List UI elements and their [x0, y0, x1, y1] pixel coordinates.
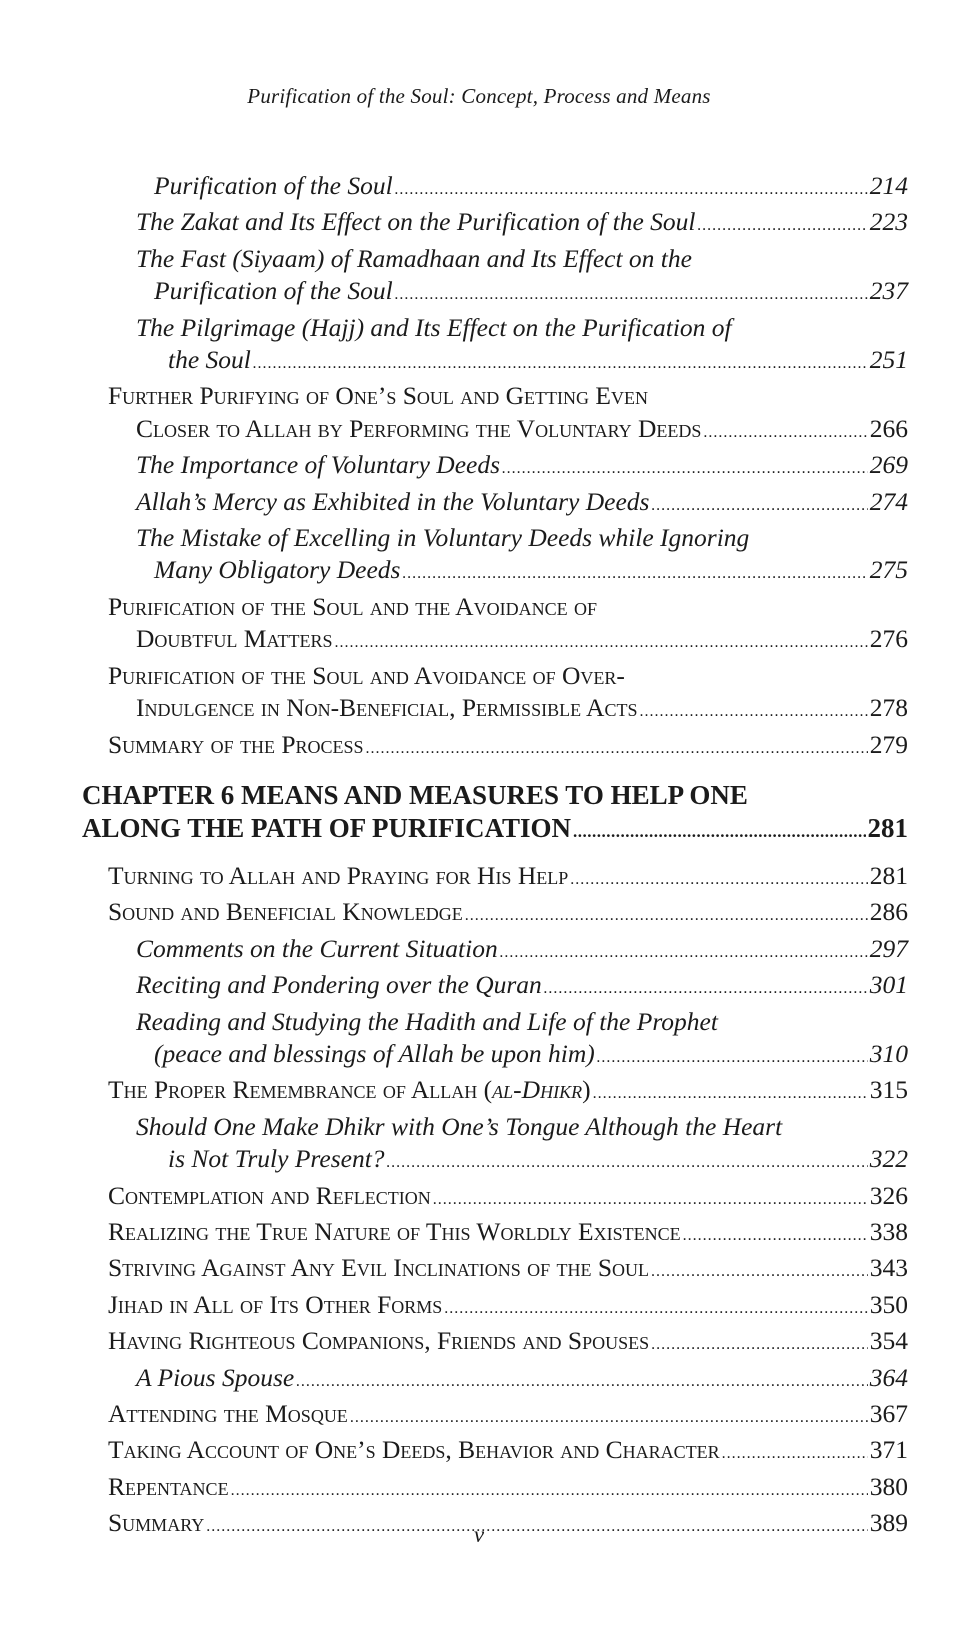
toc-entry-page: 237 [869, 276, 908, 306]
toc-section-title-line1[interactable]: Further Purifying of One’s Soul and Getting Even [108, 381, 648, 411]
dot-leader [573, 815, 865, 848]
toc-section-entry[interactable] [108, 1434, 908, 1470]
toc-entry-title-line1[interactable]: The Pilgrimage (Hajj) and Its Effect on the Purification of [136, 312, 732, 342]
toc-section-title: Jihad in All of Its Other Forms [108, 1289, 443, 1319]
toc-entry-page: 281 [869, 860, 908, 890]
dot-leader [444, 1293, 867, 1325]
toc-section-title-line2: Doubtful Matters [136, 624, 333, 654]
toc-entry[interactable] [108, 1038, 908, 1074]
toc-entry-page: 223 [869, 207, 908, 237]
toc-entry[interactable] [108, 933, 908, 969]
toc-section-entry[interactable] [108, 692, 908, 728]
toc-section-entry[interactable] [108, 1325, 908, 1361]
toc-entry-page: 343 [869, 1253, 908, 1283]
toc-section-entry[interactable] [108, 729, 908, 765]
toc-section-entry[interactable] [108, 413, 908, 449]
toc-section-title-line1[interactable]: Purification of the Soul and Avoidance of Over- [108, 660, 625, 690]
chapter-title-line2: ALONG THE PATH OF PURIFICATION [82, 812, 572, 843]
toc-entry-page: 310 [869, 1038, 908, 1068]
toc-entry-page: 380 [869, 1471, 908, 1501]
dot-leader [395, 174, 868, 206]
dot-leader [593, 1078, 868, 1110]
toc-entry-page: 301 [869, 970, 908, 1000]
toc-entry-page: 326 [869, 1180, 908, 1210]
toc-entry[interactable] [108, 1362, 908, 1398]
toc-entry-page: 322 [869, 1144, 908, 1174]
running-head: Purification of the Soul: Concept, Process and Means [247, 84, 711, 108]
toc-entry-title: The Zakat and Its Effect on the Purification of the Soul [136, 207, 696, 237]
toc-entry-title-line2: Purification of the Soul [154, 276, 393, 306]
toc-section-title-line1[interactable]: Purification of the Soul and the Avoidance of [108, 591, 597, 621]
dot-leader [500, 937, 868, 969]
chapter-entry [82, 812, 908, 848]
toc-section-title: Sound and Beneficial Knowledge [108, 897, 463, 927]
toc-entry-page: 214 [869, 171, 908, 200]
toc-section-title-pre: The Proper Remembrance of Allah ( [108, 1075, 493, 1105]
toc-entry-page: 297 [869, 933, 908, 963]
toc-entry-title-line1[interactable]: Reading and Studying the Hadith and Life of the Prophet [136, 1006, 718, 1036]
dot-leader [350, 1402, 868, 1434]
chapter-heading[interactable] [82, 779, 908, 848]
chapter-page: 281 [867, 812, 908, 843]
toc-entry-title-line2: Many Obligatory Deeds [154, 555, 401, 585]
toc-entry-title: Comments on the Current Situation [136, 933, 498, 963]
toc-section-entry[interactable] [108, 1398, 908, 1434]
toc-entry-page: 286 [869, 897, 908, 927]
dot-leader [597, 1042, 868, 1074]
toc-entry-title: The Importance of Voluntary Deeds [136, 450, 501, 480]
dot-leader [296, 1366, 868, 1398]
toc-section-title: Contemplation and Reflection [108, 1180, 431, 1210]
toc-entry-page: 371 [869, 1435, 908, 1465]
toc-section-entry[interactable] [108, 623, 908, 659]
toc-section-title-line2: Indulgence in Non-Beneficial, Permissible Acts [136, 693, 638, 723]
toc-section-title-post: ) [582, 1075, 591, 1105]
toc-entry[interactable] [108, 486, 908, 522]
toc-section-entry[interactable] [108, 1252, 908, 1288]
toc-entry-page: 275 [869, 555, 908, 585]
dot-leader [683, 1220, 868, 1252]
toc-entry-title-line1[interactable]: The Fast (Siyaam) of Ramadhaan and Its Effect on the [136, 243, 692, 273]
toc-section-entry[interactable] [108, 1471, 908, 1507]
dot-leader [366, 733, 868, 765]
dot-leader [570, 864, 868, 896]
dot-leader [387, 1147, 868, 1179]
toc-entry-page: 364 [869, 1362, 908, 1392]
toc-section-title: Summary of the Process [108, 729, 364, 759]
toc-section-title [108, 1074, 591, 1106]
toc-entry[interactable] [108, 170, 908, 206]
toc-entry-title: Allah’s Mercy as Exhibited in the Voluntary Deeds [136, 486, 650, 516]
dot-leader [703, 417, 867, 449]
toc-section-entry[interactable] [108, 1074, 908, 1110]
toc-entry[interactable] [108, 1143, 908, 1179]
toc-entry-title: Purification of the Soul [154, 171, 393, 200]
dot-leader [253, 348, 868, 380]
toc-entry-page: 279 [869, 729, 908, 759]
chapter-title-line1: CHAPTER 6 MEANS AND MEASURES TO HELP ONE [82, 779, 748, 810]
toc-entry-page: 354 [869, 1326, 908, 1356]
toc-entry-title: Reciting and Pondering over the Quran [136, 970, 542, 1000]
toc-entry-page: 276 [869, 624, 908, 654]
toc-entry[interactable] [108, 275, 908, 311]
toc-entry-page: 315 [869, 1075, 908, 1105]
toc-section-title: Having Righteous Companions, Friends and Spouses [108, 1326, 650, 1356]
toc-entry-title-line2: (peace and blessings of Allah be upon him) [154, 1038, 595, 1068]
toc-entry[interactable] [108, 554, 908, 590]
toc-section-entry[interactable] [108, 896, 908, 932]
dot-leader [433, 1184, 868, 1216]
toc-section-title-line2: Closer to Allah by Performing the Voluntary Deeds [136, 413, 702, 443]
toc-entry-page: 338 [869, 1216, 908, 1246]
toc-section-entry[interactable] [108, 860, 908, 896]
toc-entry-page: 350 [869, 1289, 908, 1319]
toc-entry-title-line2: the Soul [168, 345, 251, 375]
dot-leader [334, 627, 867, 659]
toc-section-entry[interactable] [108, 1180, 908, 1216]
toc-section-title: Turning to Allah and Praying for His Help [108, 860, 569, 890]
toc-entry-page: 269 [869, 450, 908, 480]
toc-entry[interactable] [108, 449, 908, 485]
dot-leader [465, 900, 868, 932]
toc-entry-title: A Pious Spouse [136, 1362, 295, 1392]
dot-leader [395, 279, 868, 311]
toc-entry-title-line2: is Not Truly Present? [168, 1144, 385, 1174]
toc-section-title: Taking Account of One’s Deeds, Behavior and Character [108, 1435, 720, 1465]
toc-entry-page: 389 [869, 1508, 908, 1538]
toc-entry[interactable] [108, 206, 908, 242]
toc-entry-page: 266 [869, 413, 908, 443]
dot-leader [502, 453, 868, 485]
toc-section-title: Repentance [108, 1471, 229, 1501]
toc-section-title: Attending the Mosque [108, 1399, 348, 1428]
toc-entry-title-line1[interactable]: Should One Make Dhikr with One’s Tongue Although the Heart [136, 1111, 783, 1141]
dot-leader [651, 490, 867, 522]
toc-entry-page: 274 [869, 486, 908, 516]
toc-entry-page: 278 [869, 693, 908, 723]
toc-section-title-em: al-Dhikr [492, 1075, 583, 1105]
toc-section-entry[interactable] [108, 1289, 908, 1325]
toc-section-title: Realizing the True Nature of This Worldly Existence [108, 1216, 681, 1246]
toc-section-title: Striving Against Any Evil Inclinations of the Soul [108, 1253, 650, 1283]
dot-leader [544, 973, 868, 1005]
dot-leader [722, 1438, 868, 1470]
dot-leader [639, 696, 867, 728]
toc-section-title: Summary [108, 1508, 205, 1538]
dot-leader [698, 210, 868, 242]
toc-entry[interactable] [108, 344, 908, 380]
toc-section-entry[interactable] [108, 1216, 908, 1252]
toc-entry-page: 251 [869, 345, 908, 375]
dot-leader [651, 1329, 868, 1361]
toc-entry-title-line1[interactable]: The Mistake of Excelling in Voluntary Deeds while Ignoring [136, 523, 750, 553]
toc-entry-page: 367 [869, 1399, 908, 1428]
dot-leader [651, 1256, 868, 1288]
toc-entry[interactable] [108, 969, 908, 1005]
page-number: v [473, 1522, 485, 1547]
table-of-contents [82, 170, 908, 1544]
dot-leader [402, 558, 867, 590]
dot-leader [231, 1475, 868, 1507]
